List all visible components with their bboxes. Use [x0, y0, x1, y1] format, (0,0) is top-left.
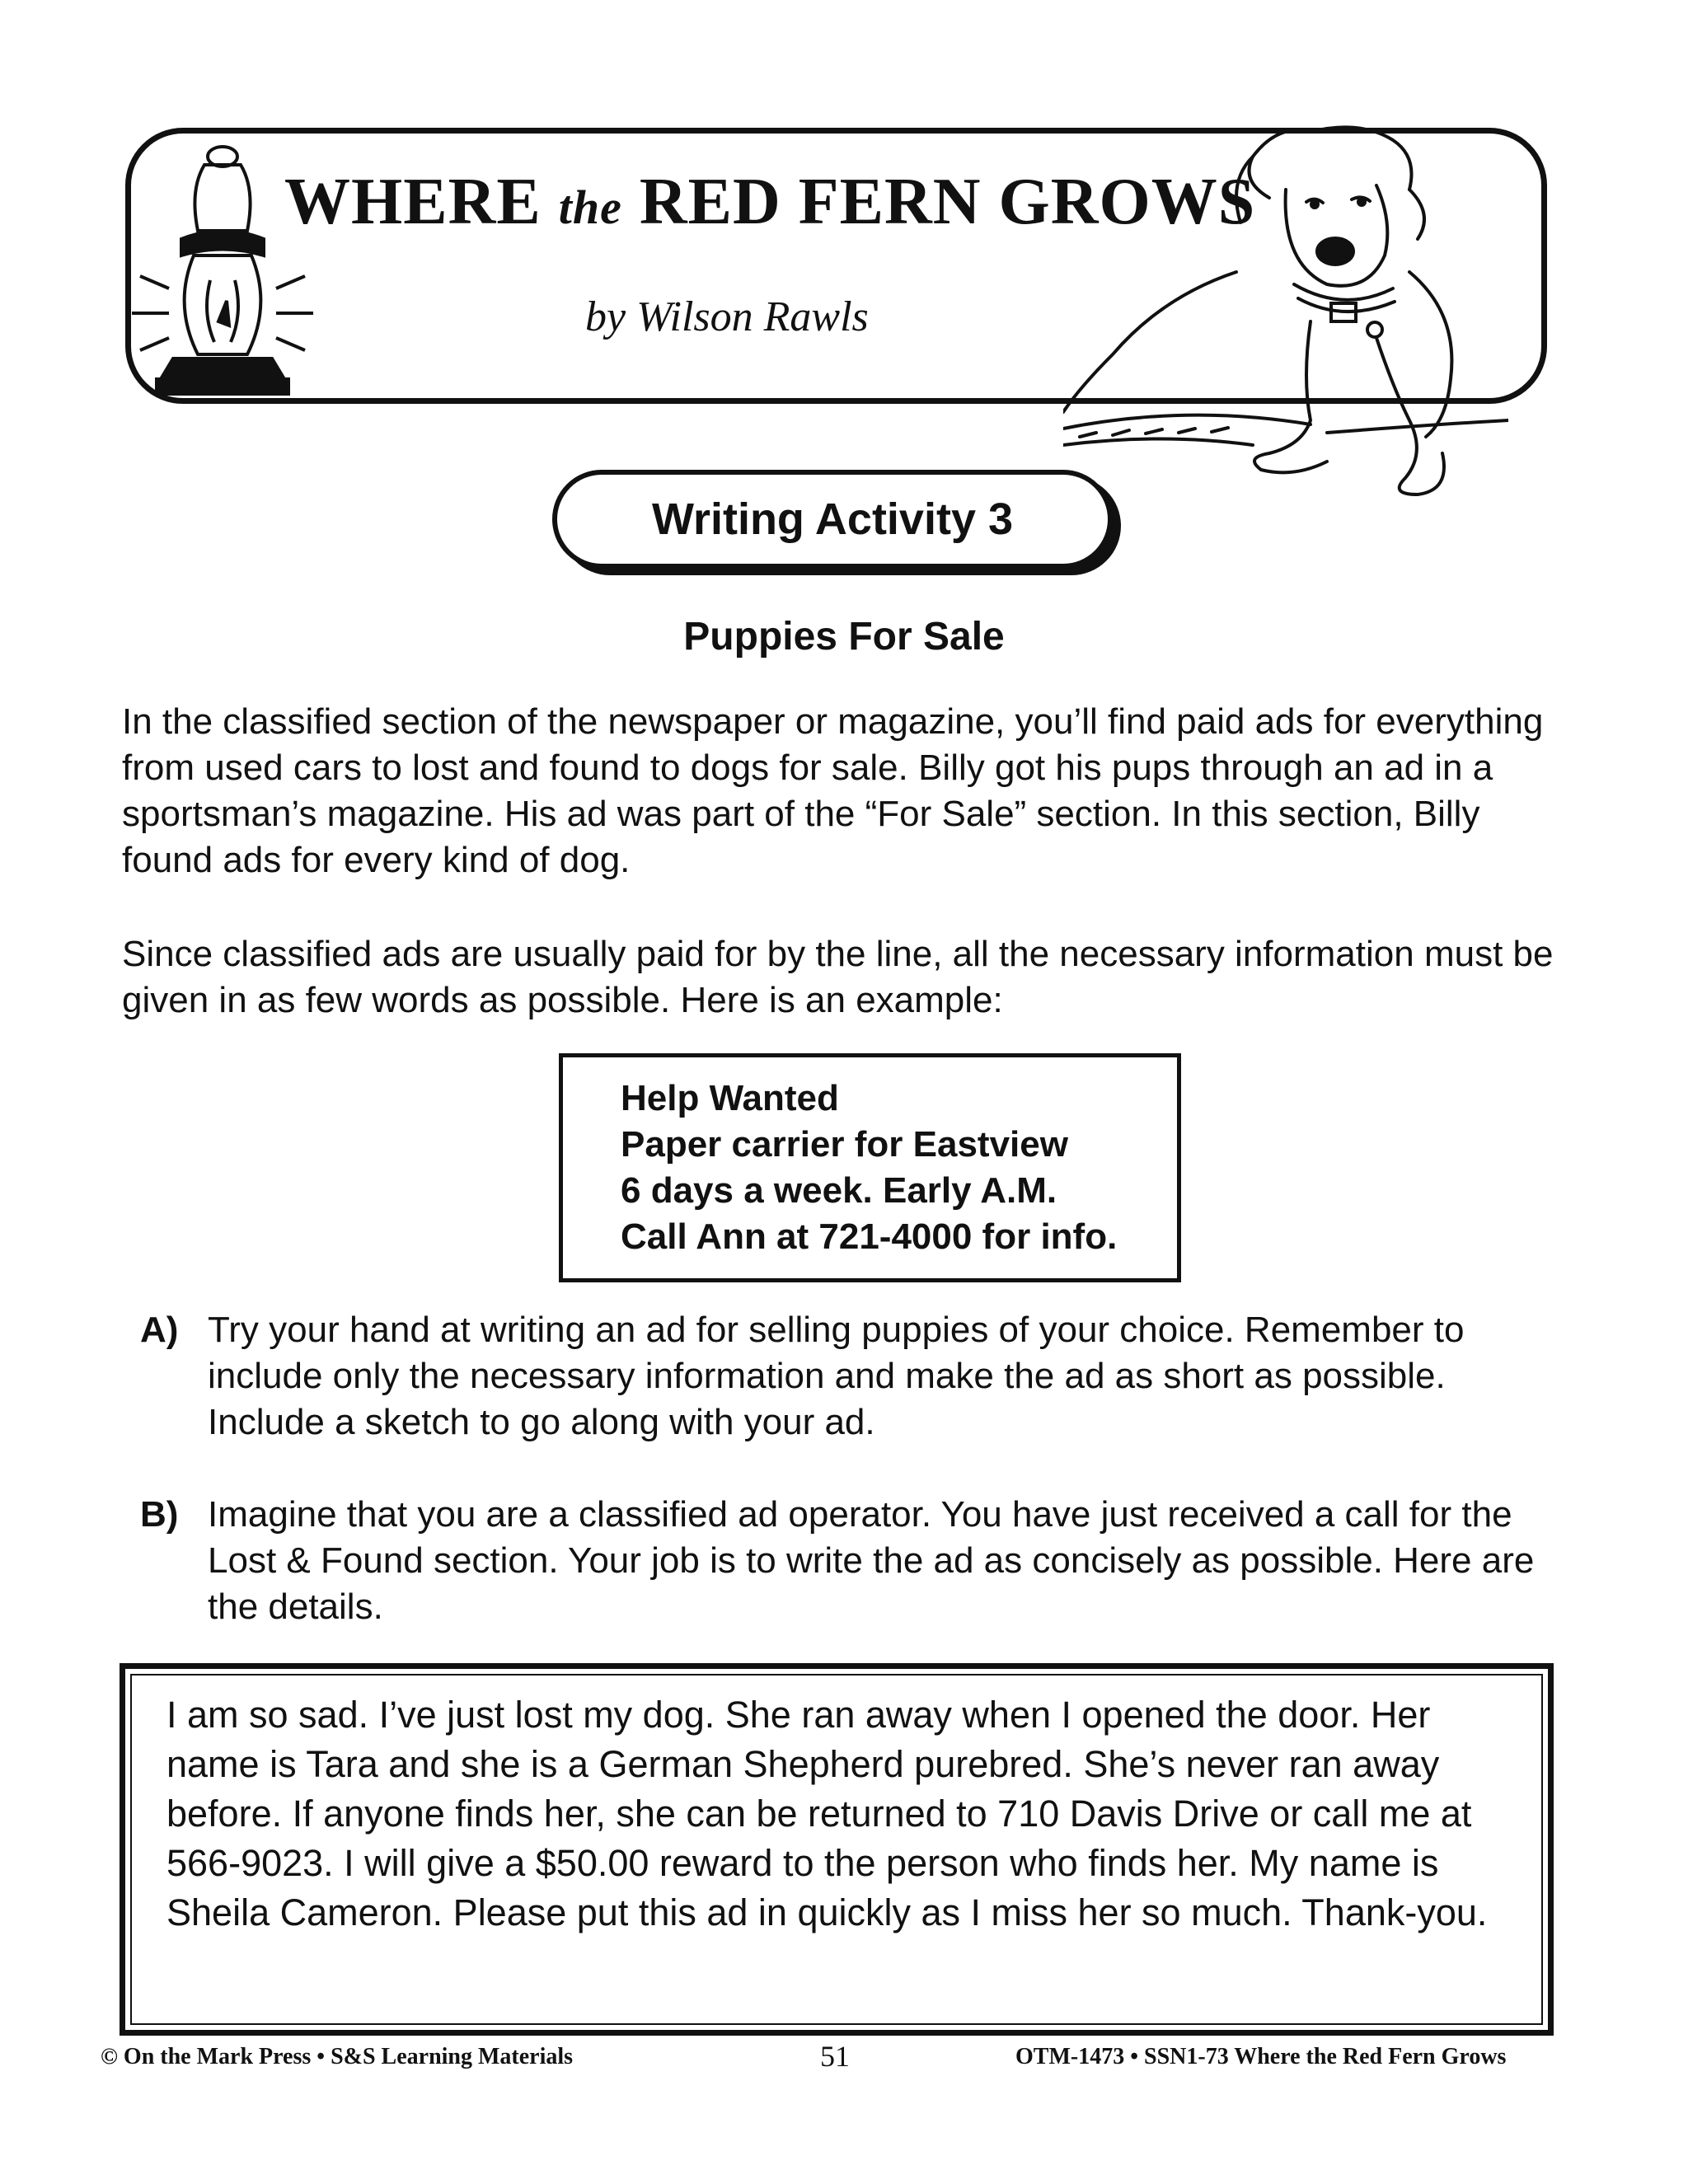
example-ad-line: Help Wanted	[621, 1078, 839, 1118]
task-letter: A)	[140, 1310, 179, 1350]
task-text: Try your hand at writing an ad for selling puppies of your choice. Remember to include only the necessary information and make the ad as short as possible. Include a sketch to go along with your ad.	[208, 1310, 1465, 1442]
example-ad-box	[559, 1053, 1181, 1282]
intro-paragraph-1: In the classified section of the newspaper or magazine, you’ll find paid ads for everything from used cars to lost and found to dogs for sale. Billy got his pups through an ad in a sportsman’s magazine. His ad was part of the “For Sale” section. In this section, Billy found ads for every kind of dog.	[122, 701, 1544, 880]
book-title: WHERE the RED FERN GROWS	[284, 166, 1256, 238]
task-letter: B)	[140, 1494, 179, 1535]
dog-illustration	[1063, 107, 1508, 503]
activity-subheading: Puppies For Sale	[683, 615, 1005, 658]
intro-paragraph-2: Since classified ads are usually paid for by the line, all the necessary information must be given in as few words as possible. Here is an example:	[122, 934, 1554, 1020]
footer-publisher: © On the Mark Press • S&S Learning Materials	[101, 2044, 574, 2069]
task-a	[140, 1307, 1566, 1446]
lost-dog-message: I am so sad. I’ve just lost my dog. She ran away when I opened the door. Her name is Tara and she is a German Shepherd purebred. She’s never ran away before. If anyone finds her, she can be returned to 710 Davis Drive or call me at 566-9023. I will give a $50.00 reward to the person who finds her. My name is Sheila Cameron. Please put this ad in quickly as I miss her so much. Thank-you.	[130, 1674, 1543, 2025]
footer-page-number: 51	[820, 2040, 850, 2073]
example-ad-line: Paper carrier for Eastview	[621, 1124, 1068, 1165]
task-b	[140, 1492, 1566, 1630]
author-byline: by Wilson Rawls	[585, 293, 869, 340]
example-ad-line: 6 days a week. Early A.M.	[621, 1170, 1057, 1211]
example-ad-line: Call Ann at 721-4000 for info.	[621, 1216, 1118, 1257]
task-text: Imagine that you are a classified ad operator. You have just received a call for the Lost & Found section. Your job is to write the ad as concisely as possible. Here are the details.	[208, 1494, 1535, 1627]
lost-dog-message-box	[120, 1663, 1554, 2036]
activity-label: Writing Activity 3	[552, 470, 1113, 569]
footer-product-code: OTM-1473 • SSN1-73 Where the Red Fern Grows	[1015, 2044, 1507, 2069]
